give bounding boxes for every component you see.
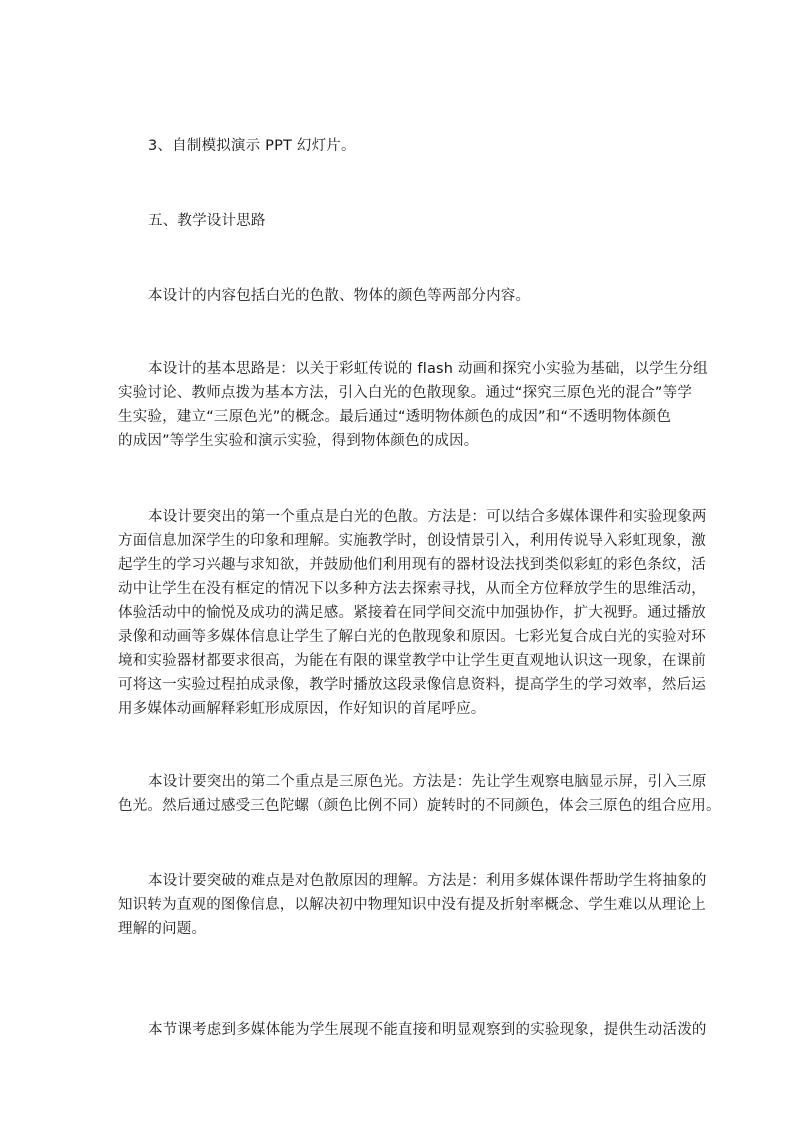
paragraph-line: 动中让学生在没有框定的情况下以多种方法去探索寻找，从而全方位释放学生的思维活动，	[118, 581, 706, 597]
paragraph-line: 知识转为直观的图像信息，以解决初中物理知识中没有提及折射率概念、学生难以从理论上	[118, 897, 706, 913]
paragraph-line: 本设计要突出的第一个重点是白光的色散。方法是：可以结合多媒体课件和实验现象两	[148, 509, 707, 525]
paragraph-line: 可将这一实验过程拍成录像，教学时播放这段录像信息资料，提高学生的学习效率，然后运	[118, 677, 706, 693]
paragraph-multimedia	[118, 1018, 707, 1042]
paragraph-line: 录像和动画等多媒体信息让学生了解白光的色散现象和原因。七彩光复合成白光的实验对环	[118, 629, 706, 645]
section-heading: 五、教学设计思路	[148, 213, 266, 229]
paragraph-line: 本设计要突出的第二个重点是三原色光。方法是：先让学生观察电脑显示屏，引入三原	[148, 774, 707, 790]
paragraph-line: 实验讨论、教师点拨为基本方法，引入白光的色散现象。通过“探究三原色光的混合”等学	[118, 385, 693, 401]
list-item-3: 3、自制模拟演示 PPT 幻灯片。	[148, 138, 356, 154]
paragraph-line: 本设计要突破的难点是对色散原因的理解。方法是：利用多媒体课件帮助学生将抽象的	[148, 873, 707, 889]
paragraph-key-point-2	[118, 770, 721, 818]
paragraph-line: 理解的问题。	[118, 921, 207, 937]
paragraph-basic-approach	[118, 357, 708, 453]
paragraph-content-scope: 本设计的内容包括白光的色散、物体的颜色等两部分内容。	[148, 288, 531, 304]
paragraph-line: 境和实验器材都要求很高，为能在有限的课堂教学中让学生更直观地认识这一现象，在课前	[118, 653, 706, 669]
paragraph-line: 起学生的学习兴趣与求知欲，并鼓励他们利用现有的器材设法找到类似彩虹的彩色条纹，活	[118, 557, 706, 573]
paragraph-line: 方面信息加深学生的印象和理解。实施教学时，创设情景引入，利用传说导入彩虹现象，激	[118, 533, 706, 549]
paragraph-line: 体验活动中的愉悦及成功的满足感。紧接着在同学间交流中加强协作，扩大视野。通过播放	[118, 605, 706, 621]
paragraph-line: 的成因”等学生实验和演示实验，得到物体颜色的成因。	[118, 433, 479, 449]
paragraph-line: 本节课考虑到多媒体能为学生展现不能直接和明显观察到的实验现象，提供生动活泼的	[148, 1022, 707, 1038]
paragraph-difficulty	[118, 869, 707, 941]
paragraph-line: 生实验，建立“三原色光”的概念。最后通过“透明物体颜色的成因”和“不透明物体颜色	[118, 409, 672, 425]
paragraph-line: 色光。然后通过感受三色陀螺（颜色比例不同）旋转时的不同颜色，体会三原色的组合应用。	[118, 798, 721, 814]
paragraph-line: 用多媒体动画解释彩虹形成原因，作好知识的首尾呼应。	[118, 701, 486, 717]
paragraph-key-point-1	[118, 505, 707, 721]
paragraph-line: 本设计的基本思路是：以关于彩虹传说的 flash 动画和探究小实验为基础，以学生分组	[148, 361, 708, 377]
